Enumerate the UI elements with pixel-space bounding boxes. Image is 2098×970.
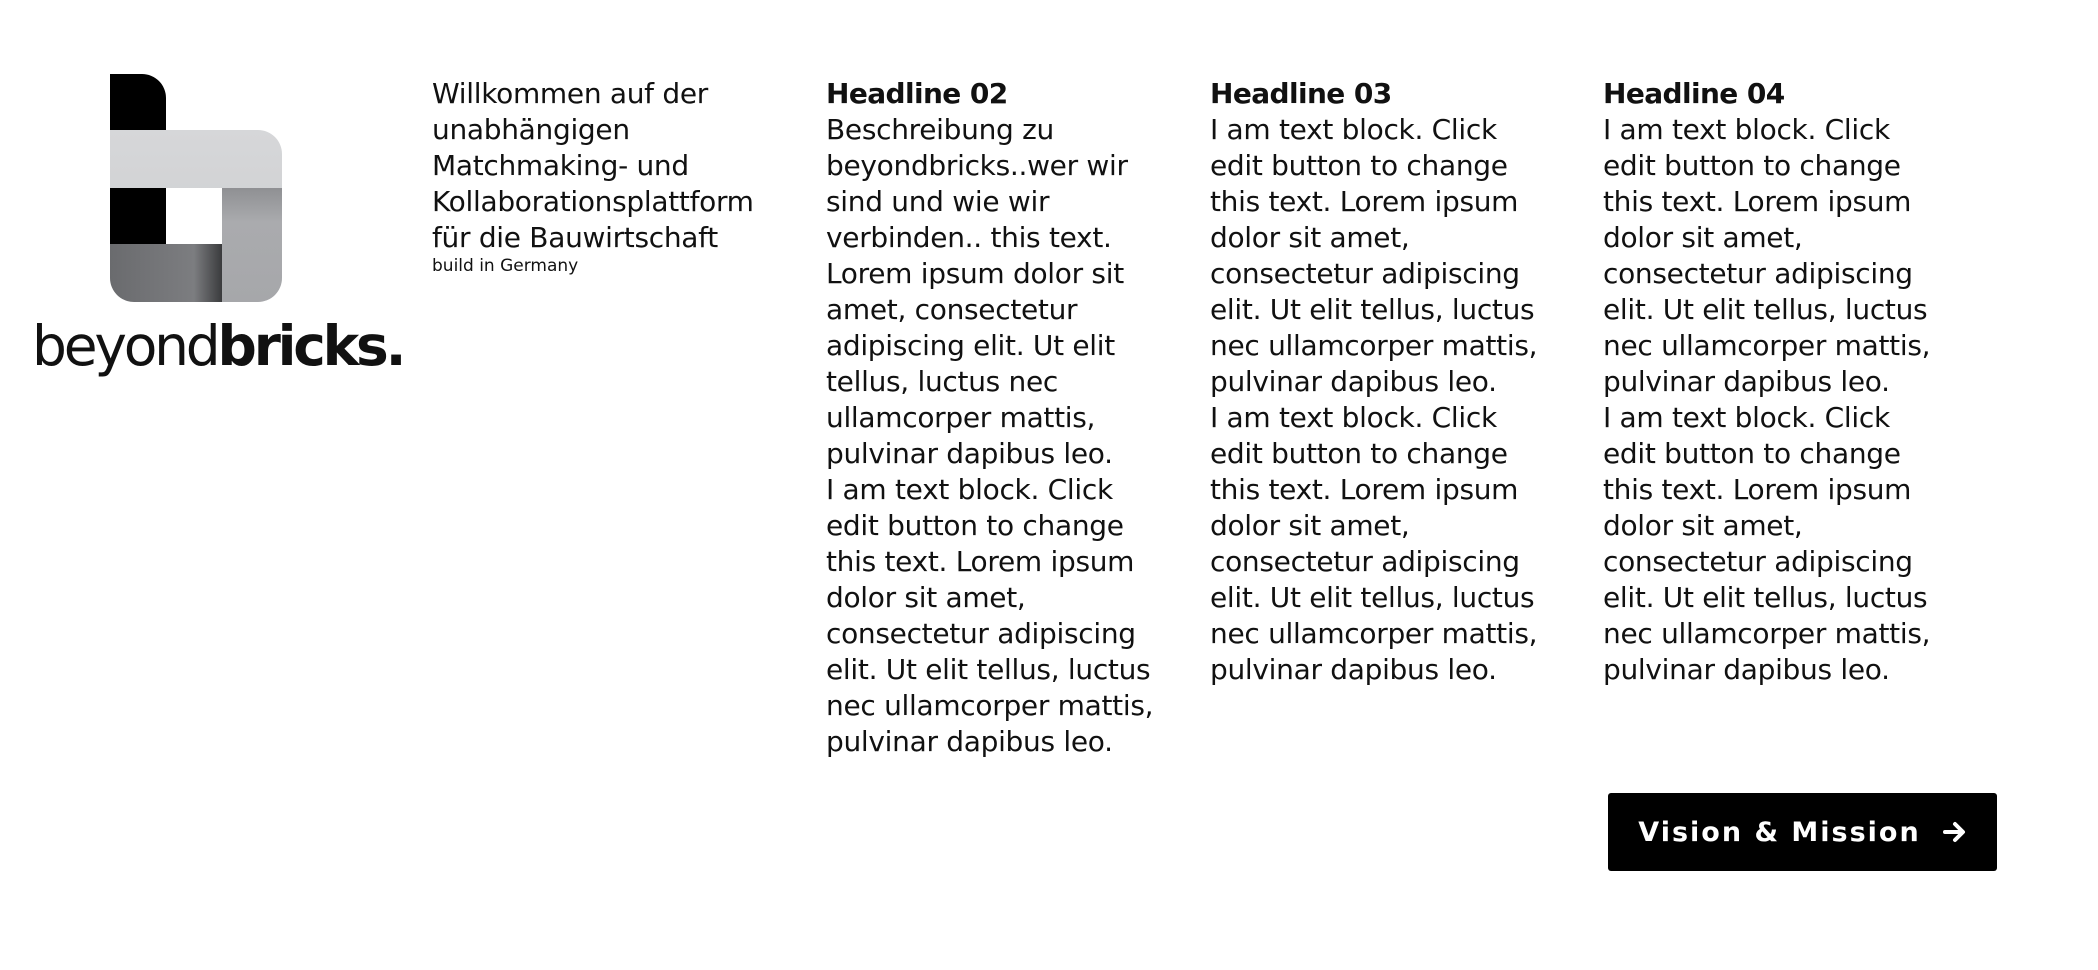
- column-02-paragraph-1: Beschreibung zu beyondbricks..wer wir sind und wie wir verbinden.. this text. Lorem ipsum dolor sit amet, consectetur adipiscing elit. Ut elit tellus, luctus nec ullamcorper mattis, pulvinar dapibus leo.: [826, 113, 1128, 470]
- column-04-paragraph-2: I am text block. Click edit button to change this text. Lorem ipsum dolor sit amet, consectetur adipiscing elit. Ut elit tellus, luctus nec ullamcorper mattis, pulvinar dapibus leo.: [1603, 401, 1931, 686]
- column-04-paragraph-1: I am text block. Click edit button to change this text. Lorem ipsum dolor sit amet, consectetur adipiscing elit. Ut elit tellus, luctus nec ullamcorper mattis, pulvinar dapibus leo.: [1603, 113, 1931, 398]
- tagline: build in Germany: [432, 256, 579, 276]
- column-headline-02: [826, 76, 1166, 760]
- column-02-paragraph-2: I am text block. Click edit button to change this text. Lorem ipsum dolor sit amet, consectetur adipiscing elit. Ut elit tellus, luctus nec ullamcorper mattis, pulvinar dapibus leo.: [826, 473, 1154, 758]
- logo[interactable]: [30, 70, 404, 400]
- vision-mission-label: Vision & Mission: [1638, 816, 1921, 848]
- arrow-right-icon: [1943, 820, 1967, 844]
- headline-03: Headline 03: [1210, 77, 1392, 110]
- wordmark-bold: bricks.: [217, 314, 404, 378]
- headline-02: Headline 02: [826, 77, 1008, 110]
- vision-mission-button[interactable]: [1608, 793, 1997, 871]
- column-03-paragraph-2: I am text block. Click edit button to change this text. Lorem ipsum dolor sit amet, consectetur adipiscing elit. Ut elit tellus, luctus nec ullamcorper mattis, pulvinar dapibus leo.: [1210, 401, 1538, 686]
- headline-04: Headline 04: [1603, 77, 1785, 110]
- column-03-paragraph-1: I am text block. Click edit button to change this text. Lorem ipsum dolor sit amet, consectetur adipiscing elit. Ut elit tellus, luctus nec ullamcorper mattis, pulvinar dapibus leo.: [1210, 113, 1538, 398]
- column-headline-03: [1210, 76, 1550, 688]
- column-headline-04: [1603, 76, 1948, 688]
- beyondbricks-logo-mark-icon: [110, 74, 282, 302]
- wordmark: [32, 316, 403, 376]
- welcome-text: Willkommen auf der unabhängigen Matchmaking- und Kollaborationsplattform für die Bauwirtschaft: [432, 77, 754, 254]
- wordmark-light: beyond: [32, 314, 218, 378]
- intro-column: [432, 76, 782, 276]
